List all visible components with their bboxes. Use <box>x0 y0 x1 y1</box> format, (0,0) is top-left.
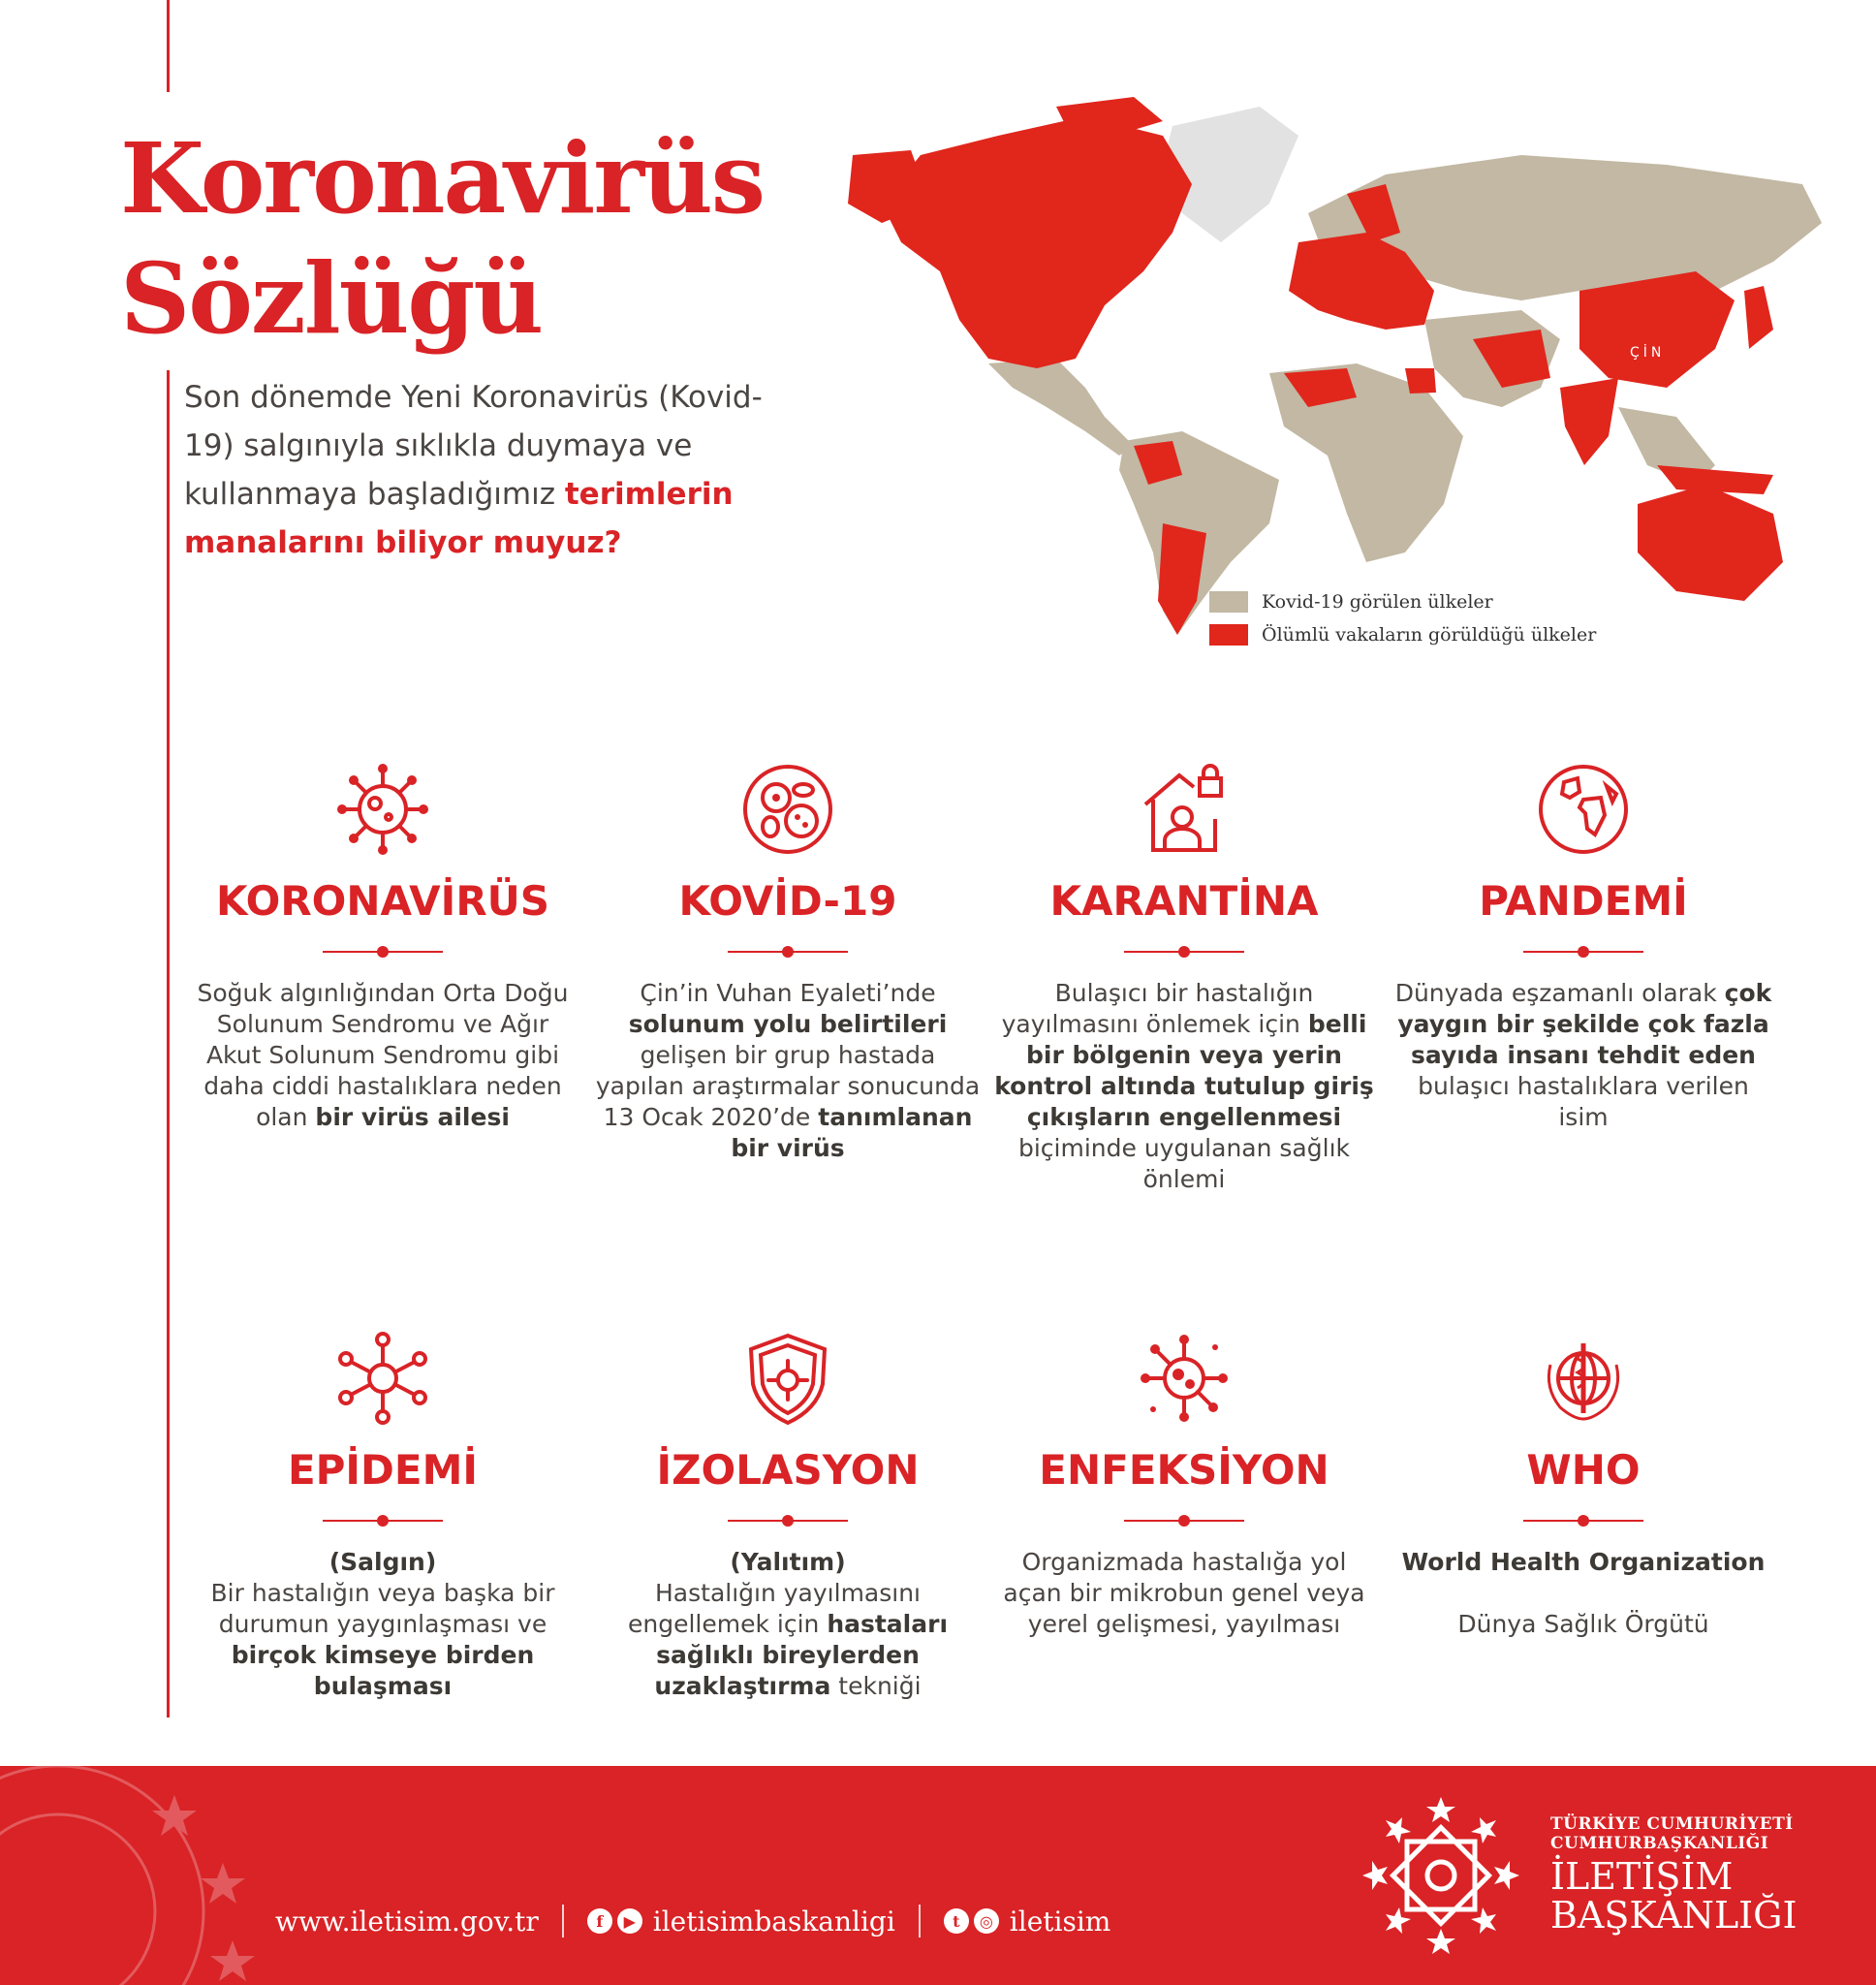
term-name: ENFEKSİYON <box>1039 1446 1329 1494</box>
accent-line-main <box>167 370 170 1717</box>
desc-bold: tanımlanan bir virüs <box>731 1103 973 1162</box>
term-pandemi <box>1390 761 1777 1133</box>
legend-item-covid <box>1209 585 1596 618</box>
term-divider <box>728 1514 848 1528</box>
term-description <box>990 978 1378 1195</box>
term-name: PANDEMİ <box>1479 877 1688 925</box>
term-description <box>1390 978 1777 1133</box>
page-title <box>120 118 764 359</box>
desc-bold: bir virüs ailesi <box>315 1103 510 1131</box>
desc-text: Hastalığın yayılmasını engellemek için <box>627 1579 921 1638</box>
presidency-emblem-icon <box>1359 1793 1523 1958</box>
term-divider <box>728 945 848 959</box>
desc-bold: birçok kimseye birden bulaşması <box>231 1641 535 1700</box>
desc-text: Dünyada eşzamanlı olarak <box>1394 979 1725 1007</box>
desc-text: Çin’in Vuhan Eyaleti’nde <box>640 979 936 1007</box>
term-description <box>594 1547 982 1702</box>
term-divider <box>1124 1514 1244 1528</box>
title-line-2: Sözlüğü <box>120 241 543 356</box>
term-subtitle: World Health Organization <box>1401 1548 1766 1576</box>
term-izolasyon <box>594 1330 982 1702</box>
china-map-label: ÇİN <box>1630 345 1666 361</box>
term-description <box>189 978 577 1133</box>
intro-plain: Son dönemde Yeni Koronavirüs (Kovid-19) salgınıyla sıklıkla duymaya ve kullanmaya başladığımız <box>184 380 763 512</box>
who-emblem-icon <box>1390 1330 1777 1427</box>
desc-bold: belli bir bölgenin veya yerin kontrol altında tutulup giriş çıkışların engellenmesi <box>994 1010 1374 1131</box>
desc-text: Soğuk algınlığından Orta Doğu Solunum Sendromu ve Ağır Akut Solunum Sendromu gibi daha ciddi hastalıklara neden olan <box>197 979 569 1131</box>
brand-line-3: İLETİŞİM <box>1550 1855 1734 1898</box>
term-description <box>1390 1547 1777 1640</box>
website-link[interactable]: www.iletisim.gov.tr <box>275 1905 539 1938</box>
term-karantina <box>990 761 1378 1195</box>
coronavirus-icon <box>189 761 577 858</box>
social-handle-2[interactable]: iletisim <box>1009 1905 1111 1938</box>
instagram-icon[interactable]: ◎ <box>974 1908 999 1934</box>
term-divider <box>323 945 443 959</box>
term-name: KOVİD-19 <box>678 877 897 925</box>
desc-bold: hastaları sağlıklı bireylerden uzaklaştırma <box>654 1610 949 1700</box>
twitter-icon[interactable]: t <box>944 1908 969 1934</box>
desc-text: tekniği <box>830 1672 922 1700</box>
term-name: EPİDEMİ <box>287 1446 479 1494</box>
term-epidemi <box>189 1330 577 1702</box>
globe-icon <box>1390 761 1777 858</box>
legend-label-covid: Kovid-19 görülen ülkeler <box>1262 591 1493 613</box>
term-subtitle: (Salgın) <box>328 1548 437 1576</box>
locked-house-icon <box>990 761 1378 858</box>
term-description <box>990 1547 1378 1640</box>
intro-highlight: terimlerin manalarını biliyor muyuz? <box>184 477 734 560</box>
separator <box>919 1905 921 1938</box>
term-name: İZOLASYON <box>656 1446 920 1494</box>
term-enfeksiyon <box>990 1330 1378 1640</box>
social-handle-1[interactable]: iletisimbaskanligi <box>652 1905 895 1938</box>
desc-text: Organizmada hastalığa yol açan bir mikrobun genel veya yerel gelişmesi, yayılması <box>1003 1548 1365 1638</box>
youtube-icon[interactable]: ▶ <box>617 1908 642 1934</box>
term-divider <box>1523 1514 1643 1528</box>
term-name: WHO <box>1526 1446 1641 1494</box>
term-kovid-19 <box>594 761 982 1164</box>
term-description <box>594 978 982 1164</box>
term-name: KARANTİNA <box>1049 877 1319 925</box>
shield-virus-icon <box>594 1330 982 1427</box>
term-description <box>189 1547 577 1702</box>
desc-bold: solunum yolu belirtileri <box>628 1010 948 1038</box>
desc-text: gelişen bir grup hastada yapılan araştırmalar sonucunda 13 Ocak 2020’de <box>595 1041 981 1131</box>
intro-text <box>184 373 785 567</box>
map-legend <box>1209 585 1596 651</box>
desc-text: bulaşıcı hastalıklara verilen isim <box>1418 1072 1749 1131</box>
brand-line-2: CUMHURBAŞKANLIĞI <box>1550 1834 1769 1853</box>
term-divider <box>1124 945 1244 959</box>
term-koronavirus <box>189 761 577 1133</box>
facebook-icon[interactable]: f <box>587 1908 612 1934</box>
spread-network-icon <box>189 1330 577 1427</box>
term-divider <box>323 1514 443 1528</box>
desc-bold: çok yaygın bir şekilde çok fazla sayıda insanı tehdit eden <box>1397 979 1772 1069</box>
brand-logo-text <box>1550 1814 1798 1935</box>
accent-line-top <box>167 0 170 92</box>
desc-text: Dünya Sağlık Örgütü <box>1457 1610 1709 1638</box>
brand-line-1: TÜRKİYE CUMHURİYETİ <box>1550 1814 1794 1834</box>
desc-text: Bulaşıcı bir hastalığın yayılmasını önlemek için <box>1001 979 1314 1038</box>
footer-links <box>275 1905 1110 1938</box>
infection-icon <box>990 1330 1378 1427</box>
legend-item-deaths <box>1209 618 1596 651</box>
term-name: KORONAVİRÜS <box>215 877 550 925</box>
term-divider <box>1523 945 1643 959</box>
microbes-icon <box>594 761 982 858</box>
separator <box>562 1905 564 1938</box>
legend-swatch-red <box>1209 624 1248 646</box>
term-subtitle: (Yalıtım) <box>730 1548 846 1576</box>
title-line-1: Koronavirüs <box>120 121 765 236</box>
brand-line-4: BAŞKANLIĞI <box>1550 1894 1798 1937</box>
desc-text: biçiminde uygulanan sağlık önlemi <box>1017 1134 1350 1193</box>
legend-swatch-grey <box>1209 591 1248 613</box>
term-who <box>1390 1330 1777 1640</box>
desc-text: Bir hastalığın veya başka bir durumun yaygınlaşması ve <box>210 1579 555 1638</box>
world-map <box>843 97 1841 640</box>
decor-pattern <box>0 1766 291 1985</box>
legend-label-deaths: Ölümlü vakaların görüldüğü ülkeler <box>1262 624 1597 646</box>
